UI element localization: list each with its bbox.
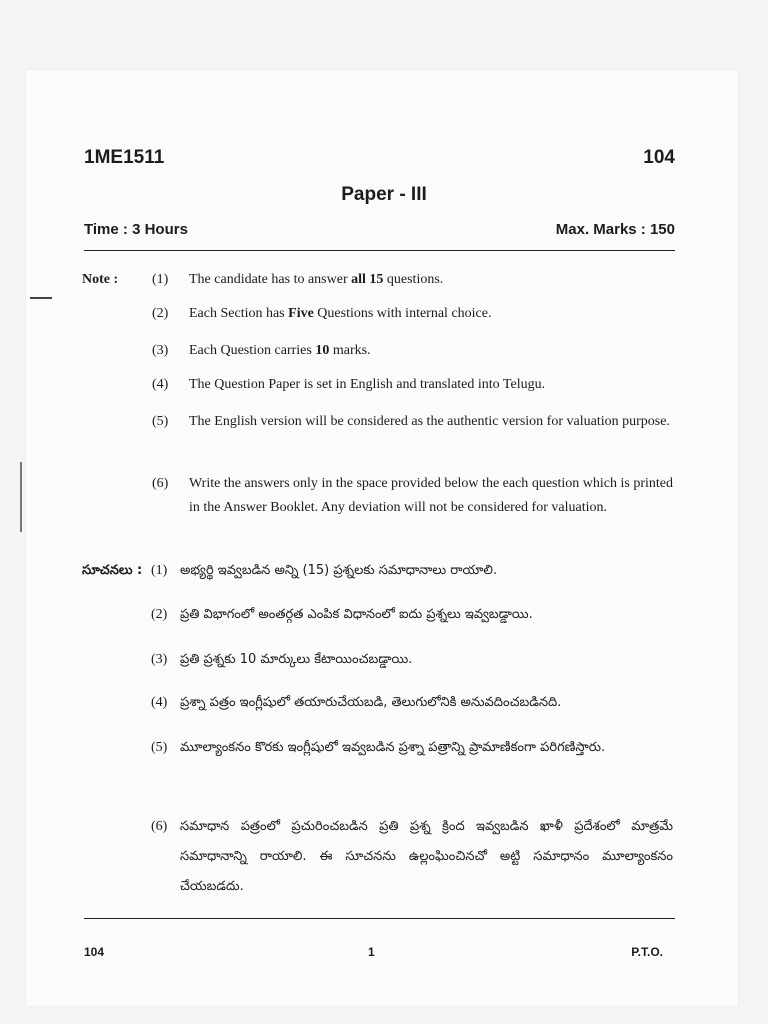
- telugu-note-item: సమాధాన పత్రంలో ప్రచురించబడిన ప్రతి ప్రశ్న క్రింద ఇవ్వబడిన ఖాళీ ప్రదేశంలో మాత్రమే సమాధానాన్ని రాయాలి. ఈ సూచనను ఉల్లంఘించినచో అట్టి సమాధానం మూల్యాంకనం చేయబడదు.: [180, 819, 673, 894]
- telugu-note-item: అభ్యర్థి ఇవ్వబడిన అన్ని (15) ప్రశ్నలకు సమాధానాలు రాయాలి.: [180, 563, 498, 578]
- note-item: Each Section has Five Questions with internal choice.: [189, 306, 492, 321]
- footer-divider: [84, 918, 675, 919]
- note-item: Each Question carries 10 marks.: [189, 343, 371, 358]
- paper-number: 104: [643, 147, 675, 168]
- paper-code: 1ME1511: [84, 147, 165, 168]
- note-num: (6): [152, 476, 169, 491]
- note-item: The English version will be considered as the authentic version for valuation purpose.: [189, 414, 670, 429]
- note-item: The Question Paper is set in English and translated into Telugu.: [189, 377, 546, 392]
- header-divider: [84, 250, 675, 251]
- telugu-note-item: ప్రతి విభాగంలో అంతర్గత ఎంపిక విధానంలో ఐదు ప్రశ్నలు ఇవ్వబడ్డాయి.: [180, 607, 533, 622]
- note-num: (3): [152, 343, 169, 358]
- telugu-note-num: (6): [151, 819, 168, 834]
- footer-paper-number: 104: [84, 945, 105, 959]
- note-item: The candidate has to answer all 15 questions.: [189, 272, 444, 287]
- telugu-note-label: సూచనలు :: [82, 563, 143, 578]
- time-allowed: Time : 3 Hours: [84, 221, 188, 238]
- note-num: (5): [152, 414, 169, 429]
- telugu-note-num: (1): [151, 563, 168, 578]
- max-marks: Max. Marks : 150: [555, 221, 675, 238]
- staple-edge: [20, 462, 22, 532]
- margin-mark: [30, 297, 52, 299]
- telugu-note-num: (2): [151, 607, 168, 622]
- note-label: Note :: [82, 272, 119, 287]
- note-num: (2): [152, 306, 169, 321]
- note-num: (1): [152, 272, 169, 287]
- pto-label: P.T.O.: [631, 945, 663, 959]
- telugu-note-num: (3): [151, 652, 168, 667]
- note-num: (4): [152, 377, 169, 392]
- paper-title: Paper - III: [341, 184, 427, 205]
- telugu-note-num: (4): [151, 695, 168, 710]
- page-number: 1: [368, 945, 375, 959]
- note-item: Write the answers only in the space provided below the each question which is printed in the Answer Booklet. Any deviation will not be considered for valuation.: [189, 476, 673, 515]
- telugu-note-num: (5): [151, 740, 168, 755]
- telugu-note-item: ప్రశ్నా పత్రం ఇంగ్లీషులో తయారుచేయబడి, తెలుగులోనికి అనువదించబడినది.: [180, 695, 562, 710]
- telugu-note-item: ప్రతి ప్రశ్నకు 10 మార్కులు కేటాయించబడ్డాయి.: [180, 652, 413, 667]
- telugu-note-item: మూల్యాంకనం కొరకు ఇంగ్లీషులో ఇవ్వబడిన ప్రశ్నా పత్రాన్ని ప్రామాణికంగా పరిగణిస్తారు.: [180, 740, 606, 755]
